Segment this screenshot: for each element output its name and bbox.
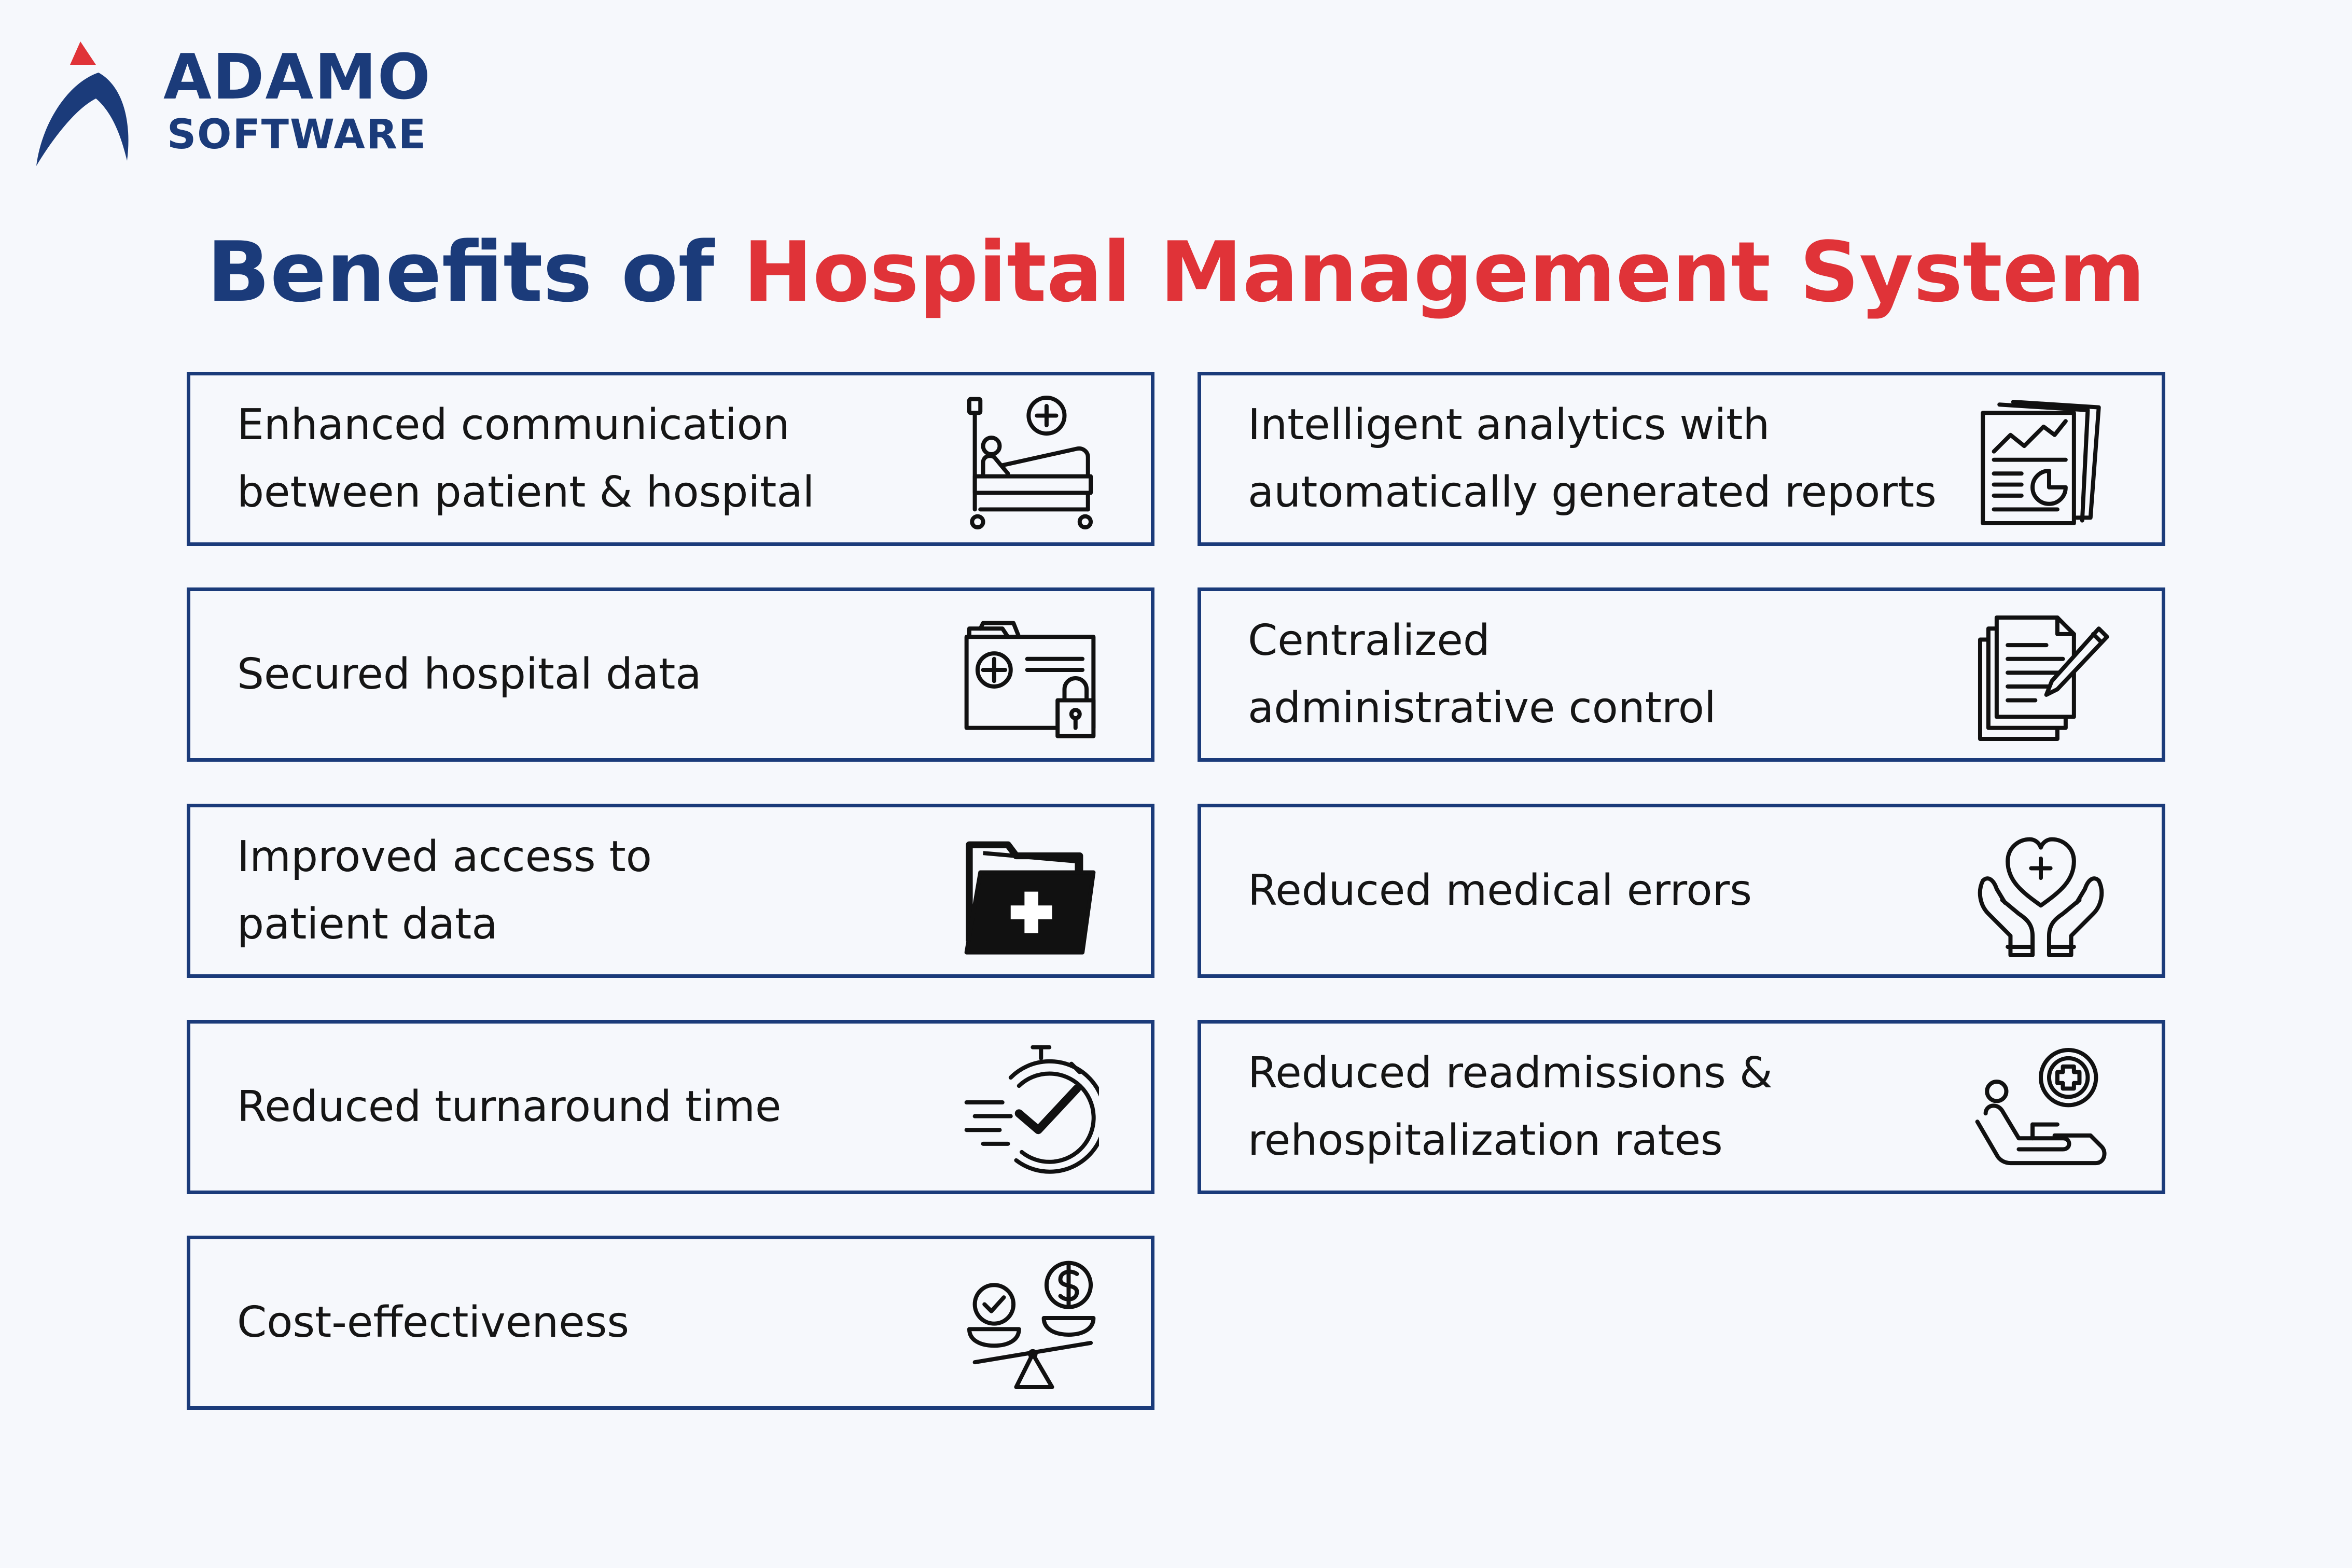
benefit-card: [187, 587, 1154, 762]
benefit-card: [1198, 1020, 2165, 1194]
brand-name-line1: ADAMO: [163, 41, 432, 114]
balance-scale-coins-icon: [961, 1257, 1099, 1395]
documents-pen-icon: [1972, 609, 2110, 747]
benefit-label: Improved access to patient data: [237, 832, 652, 949]
benefit-card: [187, 1020, 1154, 1194]
secured-medical-folder-icon: [961, 609, 1099, 747]
benefit-label: Intelligent analytics with automatically generated reports: [1248, 400, 1937, 517]
medical-folder-icon: [961, 825, 1099, 963]
page-title: [0, 218, 2352, 327]
analytics-report-icon: [1972, 394, 2110, 531]
benefit-card: [187, 1236, 1154, 1410]
brand-logo: [31, 31, 498, 176]
benefit-label: Cost-effectiveness: [237, 1298, 630, 1347]
benefit-card: [187, 804, 1154, 978]
adamo-logo-mark-icon: [31, 36, 140, 171]
benefit-card: [1198, 587, 2165, 762]
benefit-card: [1198, 804, 2165, 978]
patient-recliner-icon: [1972, 1042, 2110, 1180]
patient-bed-icon: [961, 394, 1099, 531]
hands-heart-icon: [1972, 825, 2110, 963]
fast-stopwatch-check-icon: [961, 1042, 1099, 1180]
benefit-label: Secured hospital data: [237, 650, 702, 699]
benefit-label: Reduced turnaround time: [237, 1082, 782, 1131]
brand-name-line2: SOFTWARE: [167, 111, 427, 158]
benefit-label: Reduced readmissions & rehospitalization rates: [1248, 1048, 1773, 1165]
benefit-card: [1198, 372, 2165, 546]
benefit-label: Enhanced communication between patient & hospital: [237, 400, 815, 517]
benefit-label: Reduced medical errors: [1248, 866, 1752, 915]
benefit-label: Centralized administrative control: [1248, 616, 1716, 733]
title-part1: Benefits of: [206, 223, 715, 320]
benefit-card: [187, 372, 1154, 546]
title-part2: Hospital Management System: [743, 223, 2146, 320]
